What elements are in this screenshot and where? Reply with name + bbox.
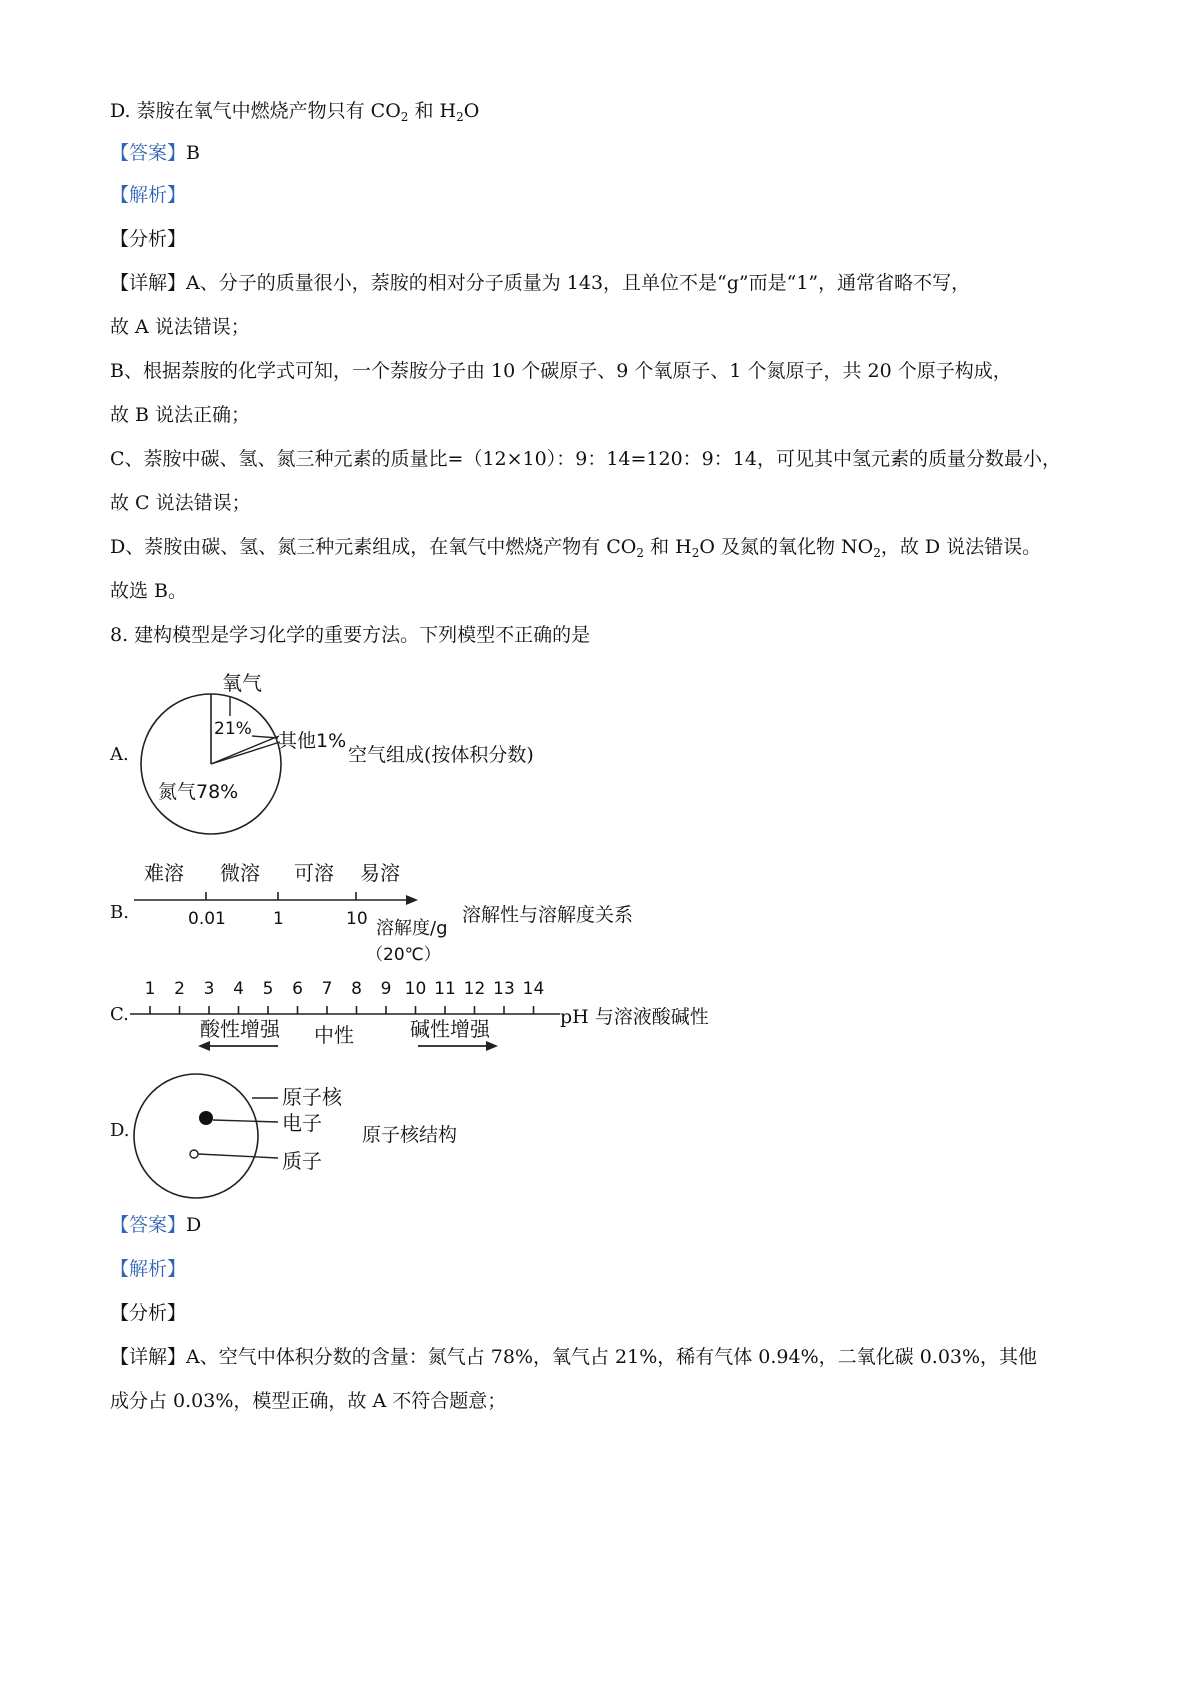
q8-option-a-label: A. bbox=[110, 744, 129, 765]
proton-label: 质子 bbox=[282, 1149, 322, 1173]
q7-analysis-label: 【解析】 bbox=[110, 184, 187, 206]
base-label: 碱性增强 bbox=[410, 1017, 490, 1041]
other-label: 其他1% bbox=[278, 730, 347, 752]
pie-divider-1 bbox=[211, 736, 279, 764]
q8-option-b-caption: 溶解性与溶解度关系 bbox=[462, 904, 634, 926]
q7-detail-6: 故 C 说法错误； bbox=[110, 492, 251, 514]
nitrogen-label: 氮气78% bbox=[158, 781, 239, 803]
q8-analysis-label: 【解析】 bbox=[110, 1258, 187, 1280]
ph-label-14: 14 bbox=[522, 979, 545, 999]
q7-detail-7: D、萘胺由碳、氢、氮三种元素组成，在氧气中燃烧产物有 $CO_2$ 和 $H_2O$ 及氮的氧化物 $NO_2$，故 D 说法错误。 bbox=[110, 536, 1042, 560]
ph-label-9: 9 bbox=[380, 979, 392, 999]
q8-option-c-label: C. bbox=[110, 1004, 129, 1025]
axis-label-solubility: 溶解度/g bbox=[376, 918, 448, 939]
electron-pointer bbox=[213, 1120, 278, 1122]
ph-label-13: 13 bbox=[493, 979, 515, 999]
q7-detail-1: 【详解】A、分子的质量很小，萘胺的相对分子质量为 143，且单位不是“g”而是“1”，通常省略不写， bbox=[110, 272, 971, 294]
acid-arrow-head bbox=[198, 1041, 210, 1051]
pie-divider-2 bbox=[211, 742, 280, 764]
solubility-axis-arrow bbox=[406, 895, 418, 905]
ph-label-4: 4 bbox=[233, 979, 244, 999]
q7-detail-5: C、萘胺中碳、氢、氮三种元素的质量比=（12×10）：9：14=120：9：14，可见其中氢元素的质量分数最小， bbox=[110, 448, 1061, 470]
q7-option-d: D. 萘胺在氧气中燃烧产物只有 $CO_2$ 和 $H_2O$ bbox=[110, 100, 480, 124]
q8-option-d-caption: 原子核结构 bbox=[362, 1124, 458, 1146]
tick-label-1: 1 bbox=[273, 909, 284, 929]
q7-answer: 【答案】B bbox=[110, 142, 200, 164]
other-pointer bbox=[252, 736, 278, 738]
ph-ticks bbox=[150, 1006, 534, 1014]
q7-detail-3: B、根据萘胺的化学式可知，一个萘胺分子由 10 个碳原子、9 个氧原子、1 个氮原子，共 20 个原子构成， bbox=[110, 360, 1012, 382]
axis-label-temperature: （20℃） bbox=[366, 945, 441, 965]
q8-option-b-label: B. bbox=[110, 902, 129, 923]
category-soluble: 可溶 bbox=[294, 861, 334, 885]
ph-scale-diagram bbox=[128, 972, 568, 1064]
proton-circle bbox=[190, 1150, 198, 1158]
ph-label-6: 6 bbox=[292, 979, 303, 999]
category-slightly-soluble: 微溶 bbox=[220, 861, 260, 885]
ph-label-11: 11 bbox=[434, 979, 456, 999]
electron-label: 电子 bbox=[282, 1111, 322, 1135]
q7-fenxi-label: 【分析】 bbox=[110, 228, 187, 250]
base-arrow-head bbox=[486, 1041, 498, 1051]
oxygen-percent: 21% bbox=[214, 719, 252, 739]
electron-dot bbox=[199, 1111, 213, 1125]
q8-stem: 8. 建构模型是学习化学的重要方法。下列模型不正确的是 bbox=[110, 624, 591, 646]
acid-label: 酸性增强 bbox=[200, 1017, 280, 1041]
q7-detail-4: 故 B 说法正确； bbox=[110, 404, 251, 426]
category-insoluble: 难溶 bbox=[144, 861, 184, 885]
ph-label-8: 8 bbox=[351, 979, 362, 999]
ph-label-3: 3 bbox=[203, 979, 215, 999]
q8-option-d-label: D. bbox=[110, 1120, 130, 1141]
q8-fenxi-label: 【分析】 bbox=[110, 1302, 187, 1324]
q7-detail-2: 故 A 说法错误； bbox=[110, 316, 250, 338]
solubility-diagram bbox=[128, 852, 468, 972]
q7-conclusion: 故选 B。 bbox=[110, 580, 188, 602]
ph-labels bbox=[145, 979, 545, 999]
q8-option-c-caption: pH 与溶液酸碱性 bbox=[560, 1006, 709, 1028]
q8-detail-2: 成分占 0.03%，模型正确，故 A 不符合题意； bbox=[110, 1390, 507, 1412]
nucleus-structure-diagram bbox=[130, 1072, 370, 1202]
ph-label-10: 10 bbox=[404, 979, 427, 999]
category-very-soluble: 易溶 bbox=[360, 861, 400, 885]
ph-label-1: 1 bbox=[144, 979, 156, 999]
ph-label-2: 2 bbox=[174, 979, 185, 999]
ph-label-5: 5 bbox=[262, 979, 274, 999]
oxygen-label: 氧气 bbox=[222, 671, 262, 695]
neutral-label: 中性 bbox=[314, 1023, 354, 1047]
ph-label-7: 7 bbox=[321, 979, 333, 999]
tick-label-0.01: 0.01 bbox=[188, 909, 226, 929]
ph-label-12: 12 bbox=[463, 979, 486, 999]
proton-pointer bbox=[198, 1154, 278, 1158]
q8-option-a-caption: 空气组成(按体积分数) bbox=[348, 744, 534, 766]
nucleus-outer-circle bbox=[134, 1074, 258, 1198]
nucleus-label: 原子核 bbox=[282, 1085, 342, 1109]
tick-label-10: 10 bbox=[346, 909, 368, 929]
q8-answer: 【答案】D bbox=[110, 1214, 202, 1236]
q8-detail-1: 【详解】A、空气中体积分数的含量：氮气占 78%，氧气占 21%，稀有气体 0.94%，二氧化碳 0.03%，其他 bbox=[110, 1346, 1038, 1368]
